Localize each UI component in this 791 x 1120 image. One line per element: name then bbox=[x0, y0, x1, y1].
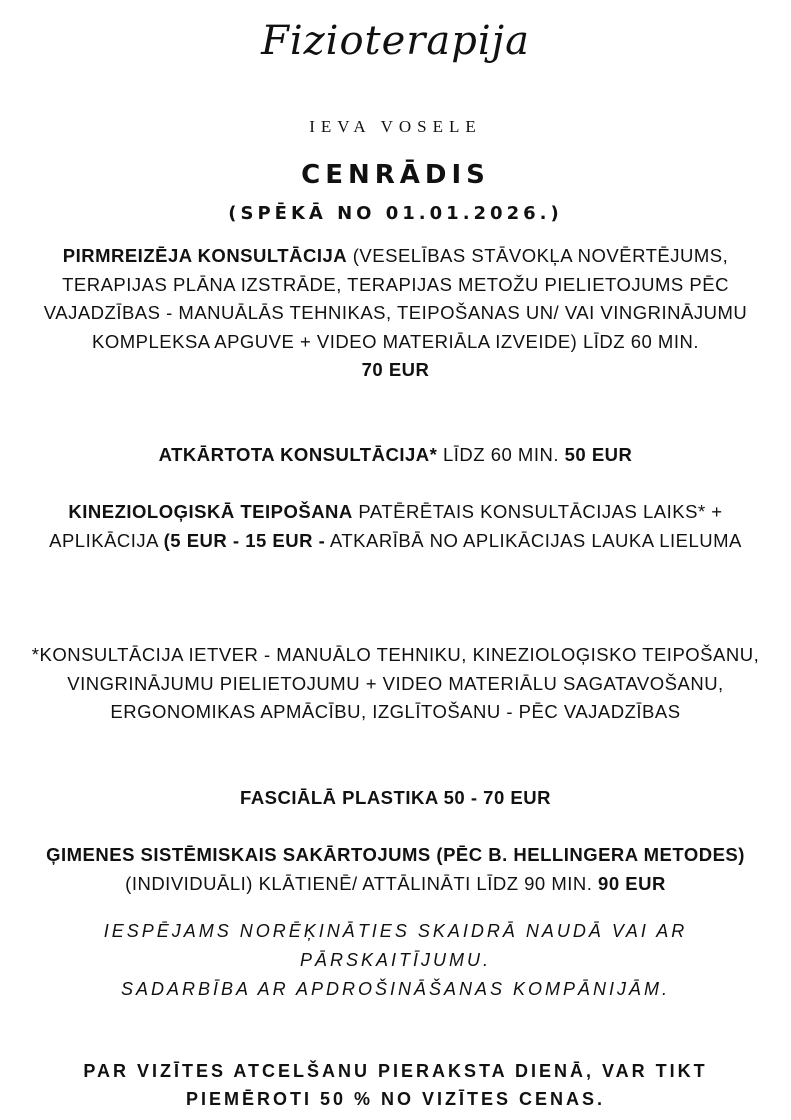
service-kinesio-taping bbox=[20, 498, 771, 555]
page-subtitle: (SPĒKĀ NO 01.01.2026.) bbox=[228, 203, 563, 224]
service-description: (INDIVIDUĀLI) KLĀTIENĒ/ ATTĀLINĀTI LĪDZ 90 MIN. bbox=[125, 872, 599, 894]
payment-methods: IESPĒJAMS NORĒĶINĀTIES SKAIDRĀ NAUDĀ VAI AR PĀRSKAITĪJUMU. bbox=[103, 921, 688, 970]
service-family-constellation bbox=[20, 841, 771, 898]
service-price: (5 EUR - 15 EUR - bbox=[163, 529, 326, 551]
service-note: ATKARĪBĀ NO APLIKĀCIJAS LAUKA LIELUMA bbox=[325, 529, 742, 551]
service-price: 70 EUR bbox=[361, 359, 430, 380]
service-initial-consultation bbox=[20, 242, 771, 385]
insurance-cooperation: SADARBĪBA AR APDROŠINĀŠANAS KOMPĀNIJĀM. bbox=[120, 979, 671, 999]
service-name: KINEZIOLOĢISKĀ TEIPOŠANA bbox=[68, 501, 353, 522]
brand-logo: Fizioterapija bbox=[261, 18, 530, 64]
cancellation-policy: PAR VIZĪTES ATCELŠANU PIERAKSTA DIENĀ, VAR TIKT PIEMĒROTI 50 % NO VIZĪTES CENAS. bbox=[83, 1061, 708, 1109]
service-description: LĪDZ 60 MIN. bbox=[437, 444, 565, 465]
service-price: 90 EUR bbox=[598, 872, 666, 894]
service-repeat-consultation bbox=[20, 441, 771, 470]
therapist-name: IEVA VOSELE bbox=[309, 117, 482, 136]
payment-info bbox=[30, 917, 761, 1004]
service-name: ĢIMENES SISTĒMISKAIS SAKĀRTOJUMS (PĒC B. HELLINGERA METODES) bbox=[46, 844, 745, 865]
consultation-footnote: *KONSULTĀCIJA IETVER - MANUĀLO TEHNIKU, KINEZIOLOĢISKO TEIPOŠANU, VINGRINĀJUMU PIELIETOJUMU + VIDEO MATERIĀLU SAGATAVOŠANU, ERGONOMIKAS APMĀCĪBU, IZGLĪTOŠANU - PĒC VAJADZĪBAS bbox=[31, 644, 760, 722]
service-name: ATKĀRTOTA KONSULTĀCIJA* bbox=[158, 444, 438, 465]
page-title: CENRĀDIS bbox=[301, 160, 490, 190]
service-description: (VESELĪBAS STĀVOKĻA NOVĒRTĒJUMS, TERAPIJAS PLĀNA IZSTRĀDE, TERAPIJAS METOŽU PIELIETOJUMS PĒC VAJADZĪBAS - MANUĀLĀS TEHNIKAS, TEIPOŠANAS UN/ VAI VINGRINĀJUMU KOMPLEKSA APGUVE + VIDEO MATERIĀLA IZVEIDE) LĪDZ 60 MIN. bbox=[43, 245, 748, 352]
service-name: PIRMREIZĒJA KONSULTĀCIJA bbox=[62, 245, 348, 266]
service-description: PATĒRĒTAIS KONSULTĀCIJAS LAIKS* + APLIKĀCIJA bbox=[49, 501, 723, 551]
service-price: 50 EUR bbox=[564, 444, 633, 465]
service-fascial-plastic: FASCIĀLĀ PLASTIKA 50 - 70 EUR bbox=[240, 787, 551, 808]
